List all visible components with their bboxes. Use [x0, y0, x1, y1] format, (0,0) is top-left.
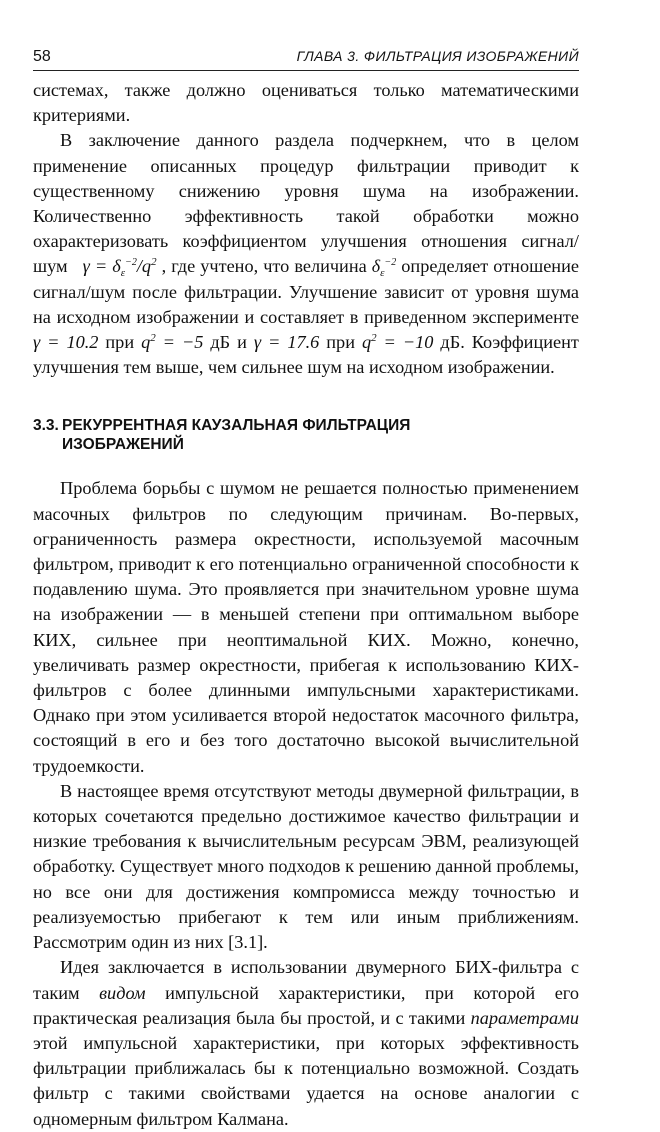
chapter-title: ГЛАВА 3. ФИЛЬТРАЦИЯ ИЗОБРАЖЕНИЙ: [296, 48, 579, 64]
formula-q-2: [362, 332, 434, 352]
formula-delta-base: δ: [371, 256, 381, 277]
formula-denominator-sup: 2: [151, 256, 157, 269]
page-number: 58: [33, 48, 51, 65]
text-run: В заключение данного раздела подчеркнем, что в целом применение описанных процедур фильтрации приводит к существенному снижению уровня шума на изображении. Количественно эффективность такой обработки можно охарактеризовать коэффициентом улучшения отношения сигнал/шум: [33, 130, 579, 277]
running-header: [33, 42, 579, 71]
formula-gamma-value-1: γ = 10.2: [33, 332, 99, 353]
text-run: импульсной характеристики, при которой его практическая реализация была бы простой, и с такими: [33, 982, 579, 1028]
formula-gamma-lhs: γ = δ: [82, 256, 121, 277]
formula-delta-sub: ε: [380, 267, 385, 280]
text-run: при: [105, 332, 135, 353]
formula-q-base: q: [141, 332, 151, 353]
paragraph-conclusion: [33, 128, 579, 380]
text-run: определяет отношение сигнал/шум после фильтрации. Улучшение зависит от уровня шума на исходном изображении и составляет в приведенном эксперименте: [33, 256, 579, 327]
text-run: дБ. Коэффициент улучшения тем выше, чем сильнее шум на исходном изображении.: [33, 332, 579, 378]
section-title-line-2: ИЗОБРАЖЕНИЙ: [62, 436, 184, 454]
text-run: этой импульсной характеристики, при которых эффективность фильтрации приближалась бы к потенциально возможной. Создать фильтр с такими свойствами удается на основе аналогии с одномерным фильтром Калмана.: [33, 1032, 579, 1129]
formula-delta-sup: −2: [384, 257, 397, 269]
text-run: при: [326, 332, 355, 353]
emphasis-text: параметрами: [470, 1007, 579, 1028]
formula-q-value: = −5: [162, 332, 204, 353]
formula-denominator: /q: [136, 256, 152, 277]
formula-sub: ε: [120, 267, 126, 280]
paragraph-current-methods: В настоящее время отсутствуют методы двумерной фильтрации, в которых сочетаются предельно достижимое качество фильтрации и низкие требования к вычислительным ресурсам ЭВМ, реализующей обработку. Существует много подходов к решению данной проблемы, но все они для достижения компромисса между точностью и реализуемостью прибегают к тем или иным приближениям. Рассмотрим один из них [3.1].: [33, 780, 579, 953]
formula-sup: −2: [125, 257, 137, 269]
formula-gamma: [82, 256, 157, 280]
paragraph-problem: Проблема борьбы с шумом не решается полностью применением масочных фильтров по следующим причинам. Во-первых, ограниченность размера окрестности, используемой масочным фильтром, приводит к его потенциально ограниченной способности к подавлению шума. Это проявляется при значительном уровне шума на изображении — в меньшей степени при оптимальном выборе КИХ, сильнее при неоптимальной КИХ. Можно, конечно, увеличивать размер окрестности, прибегая к использованию КИХ-фильтров с более длинными импульсными характеристиками. Однако при этом усиливается второй недостаток масочного фильтра, состоящий в его и без того достаточно высокой вычислительной трудоемкости.: [33, 478, 579, 776]
text-run: , где учтено, что величина: [161, 256, 367, 277]
text-run: дБ и: [210, 332, 247, 353]
emphasis-text: видом: [99, 982, 146, 1003]
formula-q-sup: 2: [150, 332, 156, 345]
paragraph-idea: [33, 955, 579, 1131]
text-run: Идея заключается в использовании двумерного БИХ-фильтра с таким: [33, 957, 579, 1003]
section-title-line-1: РЕКУРРЕНТНАЯ КАУЗАЛЬНАЯ ФИЛЬТРАЦИЯ: [62, 417, 411, 435]
section-number: 3.3.: [33, 417, 59, 435]
section-heading: [33, 416, 579, 454]
formula-q-base: q: [361, 332, 372, 353]
paragraph-continued: системах, также должно оцениваться только математическими критериями.: [33, 80, 579, 126]
formula-q-value: = −10: [383, 332, 434, 353]
page-body: [33, 76, 579, 1132]
formula-q-sup: 2: [371, 332, 377, 345]
formula-gamma-value-2: γ = 17.6: [253, 332, 320, 353]
formula-delta: [371, 256, 397, 280]
formula-q-1: [141, 332, 203, 352]
